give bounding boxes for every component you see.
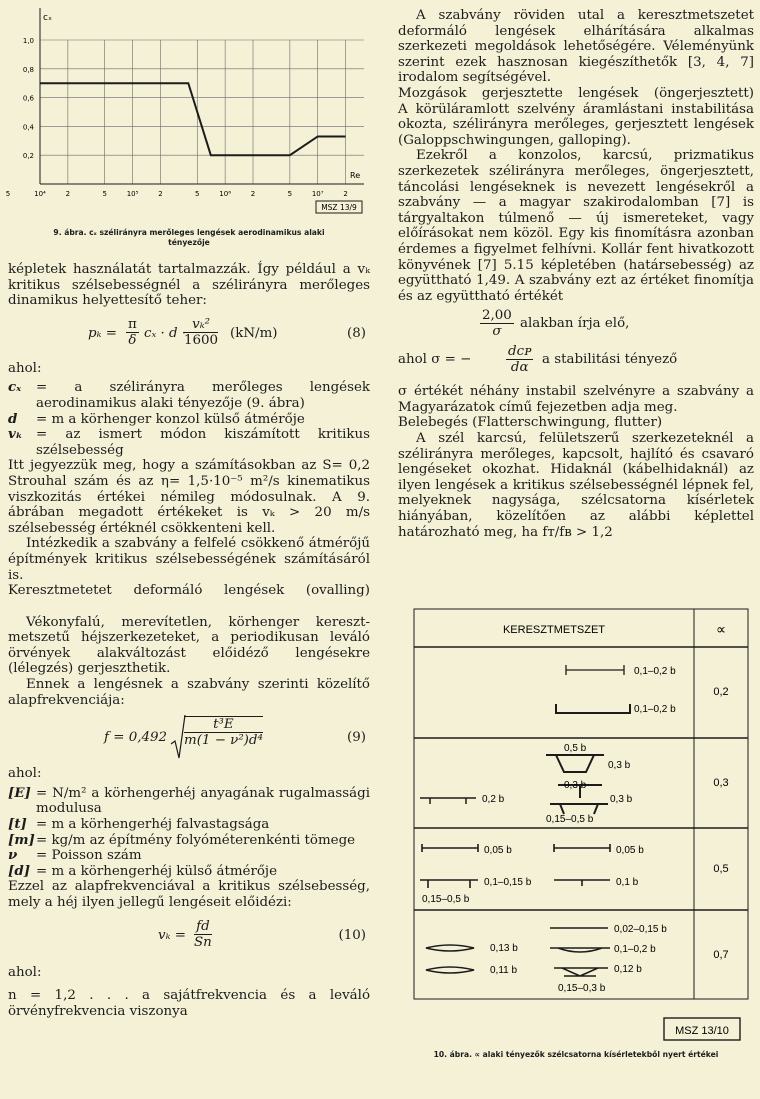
x-tick-label: 2	[250, 190, 256, 198]
ahol-2: ahol:	[8, 766, 42, 782]
table-header-cross-section: KERESZTMETSZET	[502, 624, 606, 636]
definition-text: = N/m² a körhengerhéj anyagának rugalmassági modulusa	[36, 785, 370, 817]
definition-symbol: cₓ	[8, 379, 22, 396]
figure-9-stamp: MSZ 13/9	[321, 203, 357, 212]
definition-symbol: [t]	[8, 816, 27, 833]
y-axis-label: cₓ	[43, 13, 52, 23]
figure-9-caption-line2: tényezője	[168, 238, 210, 247]
figure-10-stamp: MSZ 13/10	[675, 1025, 729, 1037]
definition-text: = m a körhengerhéj falvastagsága	[36, 817, 270, 833]
x-tick-label: 5	[195, 190, 200, 198]
row3-dim-5: 0,15–0,5 b	[422, 894, 470, 905]
right-paragraph-3: Ezekről a konzolos, karcsú, prizmatikus szerkezetek szélirányra merőleges, öngerjesztett, táncolási lengéseknek is nevezett lengésekről a szabvány — a magyar szakirodalomban [7] is tárgyaltakon túlmenő — új ismereteket, vagy előírásokat nem közöl. Egy kis finomításra azonban érdemes a figyelmet felhívni. Kollár fent hivatkozott könyvének [7] 5.15 képletében (határsebesség) az együttható 1,49. A szabvány ezt az értéket finomítja és az együttható értékét	[398, 148, 754, 304]
eq8-delta: δ	[128, 332, 137, 348]
x-tick-label: 2	[343, 190, 348, 198]
row1-dim-1: 0,1–0,2 b	[634, 666, 676, 677]
row2-alpha: 0,3	[713, 777, 729, 789]
row4-shapes	[426, 928, 610, 976]
eq8-den: 1600	[184, 332, 219, 348]
definition-row	[8, 848, 370, 864]
row4-dim-1: 0,02–0,15 b	[614, 924, 667, 935]
eq9-den: m(1 − ν²)d⁴	[184, 733, 263, 749]
row3-alpha: 0,5	[713, 863, 729, 875]
x-axis-label: Re	[350, 171, 361, 180]
figure-10-caption: 10. ábra. ∝ alaki tényezők szélcsatorna kísérletekből nyert értékei	[433, 1050, 719, 1059]
definition-row	[8, 786, 370, 817]
left-paragraph-3: Intézkedik a szabvány a felfelé csökkenő átmérőjű építmények kritikus szélsebességének számításáról is.	[8, 536, 370, 583]
left-paragraph-1: képletek használatát tartalmazzák. Így például a vₖ kritikus szélsebességnél a szélirányra merőleges dinamikus helyettesítő teher:	[8, 262, 370, 309]
definition-row	[8, 412, 370, 428]
row4-dim-2: 0,13 b	[490, 943, 518, 954]
frac2-text: a stabilitási tényező	[542, 352, 678, 368]
left-paragraph-4: Vékonyfalú, merevítetlen, körhenger kereszt-metszetű héjszerkezeteket, a periodikusan leváló örvények alakváltozást előidéző lengésekre (lélegzés) gerjeszthetik.	[8, 614, 370, 677]
eq8-unit: (kN/m)	[230, 325, 278, 341]
row2-dim-2: 0,3 b	[608, 760, 631, 771]
fraction-2-00	[398, 306, 754, 342]
eq10-num: fd	[194, 919, 212, 935]
row1-shapes	[556, 665, 630, 713]
definition-row	[8, 427, 370, 458]
row3-dim-1: 0,05 b	[484, 845, 512, 856]
definition-text: = az ismert módon kiszámított kritikus szélsebesség	[36, 427, 370, 458]
definition-text: = m a körhengerhéj külső átmérője	[36, 863, 278, 879]
left-paragraph-5: Ennek a lengésnek a szabvány szerinti közelítő alapfrekvenciája:	[8, 677, 370, 708]
frac1-text: alakban írja elő,	[520, 316, 630, 332]
frac2-den: dα	[510, 360, 529, 376]
row3-dim-2: 0,05 b	[616, 845, 644, 856]
equation-8	[8, 315, 370, 359]
heading-word-1: Keresztmetetet	[8, 583, 112, 599]
section-heading-galloping	[398, 86, 754, 102]
y-tick-label: 0,2	[22, 152, 34, 161]
right-paragraph-6: A szél karcsú, felületszerű szerkezeteknél a szélirányra merőleges, kapcsolt, hajlító és csavaró lengéseket okozhat. Hidaknál (kábelhidaknál) az ilyen lengések a kritikus szélsebességnél lépnek fel, melyeknek nagysága, szélcsatorna kísérletek hiányában, közelítően az alábbi képlettel határozható meg, ha fᴛ/fʙ > 1,2	[398, 431, 754, 540]
right-paragraph-2: A körüláramlott szelvény áramlástani instabilitása okozta, szélirányra merőleges, gerjesztett lengések (Galoppschwingungen, galloping).	[398, 101, 754, 148]
frac2	[506, 344, 533, 375]
eq10-den: Sn	[194, 934, 212, 950]
x-tick-label: 2	[65, 190, 71, 198]
figure-10-table	[398, 604, 754, 1064]
row3-dim-3: 0,1–0,15 b	[484, 877, 532, 888]
definition-text: = kg/m az építmény folyóméterenkénti tömege	[36, 832, 356, 848]
definition-symbol: [m]	[8, 831, 35, 848]
section-heading-ovalling	[8, 583, 370, 599]
eq8-lhs: pₖ =	[88, 325, 117, 341]
cx-curve	[40, 83, 346, 155]
heading-word-3: lengések	[224, 583, 285, 599]
row4-dim-6: 0,15–0,3 b	[558, 983, 606, 994]
ahol-1: ahol:	[8, 360, 42, 376]
frac2-num: dcᴘ	[508, 344, 532, 360]
right-paragraph-4: σ értékét néhány instabil szelvényre a szabvány a Magyarázatok című fejezetben adja meg.	[398, 384, 754, 415]
definition-text: = a szélirányra merőleges lengések aerodinamikus alaki tényezője (9. ábra)	[36, 380, 370, 411]
row2-dim-6: 0,15–0,5 b	[546, 814, 594, 825]
eq8-mid: cₓ · d ·	[144, 325, 187, 341]
equation-10	[8, 917, 370, 961]
eq8-pi: π	[128, 316, 137, 332]
y-tick-label: 1,0	[22, 37, 34, 45]
row4-dim-5: 0,12 b	[614, 964, 642, 975]
definition-row	[8, 817, 370, 833]
heading-word-1: Mozgások	[398, 85, 467, 101]
y-tick-label: 0,6	[22, 94, 34, 103]
frac1	[480, 308, 514, 339]
table-header-alpha: ∝	[715, 621, 727, 637]
x-tick-label: 5	[5, 190, 11, 198]
eq8-v-frac	[184, 317, 218, 348]
right-paragraph-5: Belebegés (Flatterschwingung, flutter)	[398, 415, 663, 431]
figure-9-chart	[5, 4, 370, 226]
left-paragraph-2: Itt jegyezzük meg, hogy a számításokban az S= 0,2 Strouhal szám és az η= 1,5·10⁻⁵ m²/s kinematikus viszkozitás értékei némileg módosulnak. A 9. ábrában megadott értékeket is vₖ > 20 m/s szélsebesség értéknél csökkenteni kell.	[8, 458, 370, 536]
left-paragraph-7: n = 1,2 . . . a sajátfrekvencia és a leváló örvényfrekvencia viszonya	[8, 988, 370, 1019]
right-paragraph-1: A szabvány röviden utal a keresztmetszetet deformáló lengések elhárítására alkalmas szerkezeti megoldások lehetőségére. Véleményünk szerint ezek hasznosan kiegészíthetők [3, 4, 7] irodalom segítségével.	[398, 8, 754, 86]
frac1-num: 2,00	[482, 308, 512, 324]
x-tick-label: 5	[102, 190, 107, 198]
row2-dim-4: 0,3 b	[610, 794, 633, 805]
ahol-sigma: ahol σ = −	[398, 352, 472, 368]
eq9-frac	[184, 716, 263, 748]
definitions-2	[8, 786, 370, 880]
eq10-frac	[194, 919, 212, 950]
definition-symbol: [E]	[8, 784, 31, 801]
eq8-number: (8)	[347, 325, 366, 341]
row1-alpha: 0,2	[713, 686, 729, 698]
definition-symbol: [d]	[8, 862, 31, 879]
heading-word-4: (öngerjesztett)	[653, 85, 754, 101]
figure-9-caption	[8, 228, 370, 248]
eq9-num: t³E	[184, 717, 263, 733]
x-tick-label: 2	[158, 190, 163, 198]
definition-row	[8, 833, 370, 849]
definition-text: = Poisson szám	[36, 848, 142, 864]
x-tick-label: 10⁶	[219, 190, 232, 198]
left-paragraph-6: Ezzel az alapfrekvenciával a kritikus szélsebesség, mely a héj ilyen jellegű lengéseit előidézi:	[8, 879, 370, 910]
definition-symbol: d	[8, 410, 18, 427]
eq9-lhs: f = 0,492	[104, 730, 168, 746]
row1-dim-2: 0,1–0,2 b	[634, 704, 676, 715]
row4-dim-3: 0,1–0,2 b	[614, 944, 656, 955]
definition-symbol: ν	[8, 847, 18, 864]
x-tick-label: 10⁵	[126, 190, 139, 198]
eq10-number: (10)	[338, 927, 366, 943]
eq8-pi-frac	[126, 317, 139, 348]
row2-dim-1: 0,5 b	[564, 743, 587, 754]
equation-9	[8, 714, 370, 764]
row3-dim-4: 0,1 b	[616, 877, 639, 888]
eq8-num: vₖ²	[184, 317, 218, 333]
y-tick-label: 0,4	[22, 123, 34, 132]
heading-word-3: lengések	[578, 85, 639, 101]
definition-row	[8, 380, 370, 411]
stability-factor-eq	[398, 342, 754, 378]
definition-row	[8, 864, 370, 880]
x-tick-label: 10⁴	[34, 190, 46, 198]
frac1-den: σ	[492, 324, 502, 340]
row4-dim-4: 0,11 b	[490, 965, 518, 976]
definition-symbol: vₖ	[8, 426, 23, 443]
eq9-number: (9)	[347, 730, 366, 746]
definition-text: = m a körhenger konzol külső átmérője	[36, 411, 305, 427]
row2-dim-3: 0,3 b	[564, 780, 587, 791]
heading-word-2: gerjesztette	[481, 85, 563, 101]
row4-alpha: 0,7	[713, 949, 729, 961]
definitions-1	[8, 380, 370, 458]
y-tick-label: 0,8	[22, 65, 34, 74]
heading-word-2: deformáló	[133, 583, 203, 599]
row2-dim-5: 0,2 b	[482, 794, 505, 805]
eq10-lhs: vₖ =	[158, 927, 186, 943]
x-tick-label: 10⁷	[311, 190, 324, 198]
figure-9-caption-line1: 9. ábra. cₓ szélirányra merőleges lengések aerodinamikus alaki	[53, 228, 325, 237]
heading-word-4: (ovalling)	[305, 583, 370, 599]
ahol-3: ahol:	[8, 964, 42, 980]
x-tick-label: 5	[287, 190, 293, 198]
